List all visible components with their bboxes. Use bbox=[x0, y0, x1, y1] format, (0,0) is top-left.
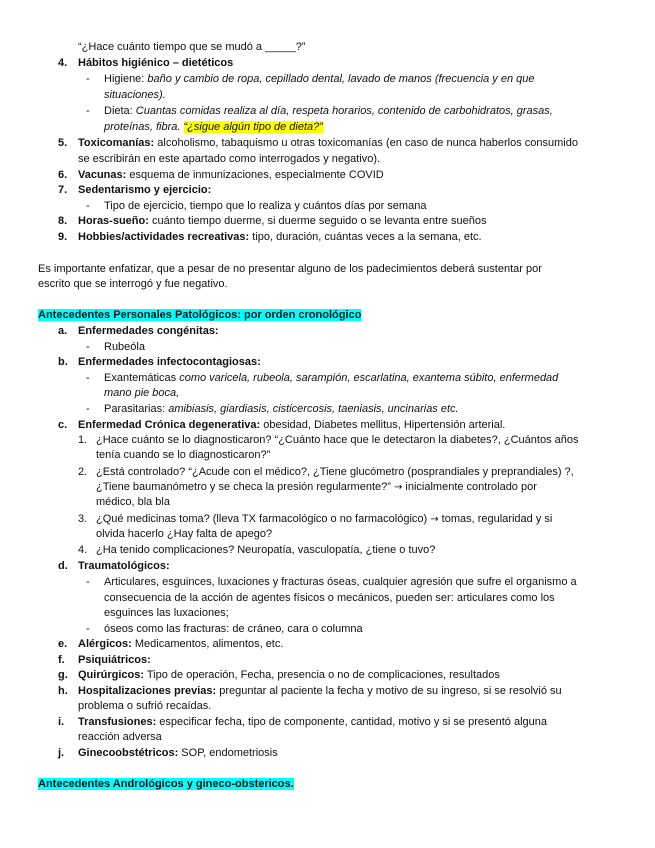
medicines-text: ¿Qué medicinas toma? (lleva TX farmacológico o no farmacológico) bbox=[96, 513, 431, 525]
item-number: 9. bbox=[58, 231, 68, 243]
exantematicas-label: Exantemáticas bbox=[104, 372, 180, 384]
diagnosis-question-cont: tenía cuando se lo diagnosticaron?” bbox=[96, 449, 271, 461]
hygiene-text: baño y cambio de ropa, cepillado dental, lavado de manos (frecuencia y en que bbox=[147, 73, 535, 85]
diet-line bbox=[104, 104, 553, 118]
hobbies-line bbox=[78, 230, 482, 244]
diet-highlight: “¿sigue algún tipo de dieta?” bbox=[183, 121, 323, 133]
control-question-cont2: médico, bla bla bbox=[96, 496, 170, 508]
antecedentes-personales-heading bbox=[38, 308, 361, 322]
hobbies-text: tipo, duración, cuántas veces a la semana, etc. bbox=[249, 231, 482, 243]
numbered-marker: 1. bbox=[78, 434, 88, 446]
bold-title: Vacunas: bbox=[78, 169, 127, 181]
toxicomanias-text: alcoholismo, tabaquismo u otras toxicomanías (en caso de nunca haberlos consumido bbox=[154, 137, 578, 149]
diet-text: Cuantas comidas realiza al día, respeta horarios, contenido de carbohidratos, grasas, bbox=[135, 105, 553, 117]
cronica-degenerativa-line bbox=[78, 418, 505, 432]
question-move-time: “¿Hace cuánto tiempo que se mudó a _____?” bbox=[78, 41, 306, 53]
cronica-text: obesidad, Diabetes mellitus, Hipertensión arterial. bbox=[260, 419, 506, 431]
arrow-right-icon: → bbox=[430, 514, 439, 525]
medicines-question-cont: olvida hacerlo ¿Hay falta de apego? bbox=[96, 528, 273, 540]
articulares-cont1: consecuencia de la acción de agentes físicos o mecánicos, pueden ser: articulares como los bbox=[104, 592, 555, 604]
item-letter: a. bbox=[58, 325, 68, 337]
bold-title: Enfermedad Crónica degenerativa: bbox=[78, 419, 261, 431]
vacunas-text: esquema de inmunizaciones, especialmente COVID bbox=[126, 169, 384, 181]
bullet-dash: - bbox=[86, 200, 90, 212]
emphasis-paragraph: Es importante enfatizar, que a pesar de no presentar alguno de los padecimientos deberá sustentar por bbox=[38, 263, 542, 275]
exantematicas-line bbox=[104, 371, 558, 385]
bold-title: Enfermedades infectocontagiosas: bbox=[78, 356, 261, 368]
ginecoobstetricos-line bbox=[78, 746, 278, 760]
item-letter: i. bbox=[58, 716, 65, 728]
medicines-text-b: tomas, regularidad y si bbox=[438, 513, 553, 525]
parasitarias-label: Parasitarias: bbox=[104, 403, 169, 415]
hygiene-line bbox=[104, 72, 535, 86]
arrow-right-icon: → bbox=[393, 482, 403, 493]
antecedentes-andrologicos-heading bbox=[38, 777, 294, 791]
heading-highlight: Antecedentes Andrológicos y gineco-obstericos. bbox=[38, 778, 294, 790]
emphasis-paragraph-cont: escrito que se interrogó y fue negativo. bbox=[38, 278, 228, 290]
horas-sueno-text: cuánto tiempo duerme, si duerme seguido o se levanta entre sueños bbox=[148, 215, 487, 227]
item-letter: c. bbox=[58, 419, 68, 431]
transfusiones-text: especificar fecha, tipo de componente, cantidad, motivo y si se presentó alguna bbox=[156, 716, 547, 728]
diet-label: Dieta: bbox=[104, 105, 136, 117]
sedentarismo-title bbox=[78, 183, 211, 197]
congenitas-title bbox=[78, 324, 219, 338]
infectocontagiosas-title bbox=[78, 355, 261, 369]
medicines-question bbox=[96, 512, 552, 527]
item-number: 7. bbox=[58, 184, 68, 196]
rubeola-text: Rubeóla bbox=[104, 341, 145, 353]
exantematicas-continuation: mano pie boca, bbox=[104, 387, 180, 399]
control-cont-text-b: inicialmente controlado por bbox=[402, 481, 537, 493]
control-question-cont bbox=[96, 480, 537, 495]
horas-sueno-line bbox=[78, 214, 486, 228]
item-number: 8. bbox=[58, 215, 68, 227]
control-cont-text: ¿Tiene baumanómetro y se checa la presión regularmente?” bbox=[96, 481, 394, 493]
bold-title: Hábitos higiénico – dietéticos bbox=[78, 57, 234, 69]
toxicomanias-line bbox=[78, 136, 578, 150]
diet-continuation bbox=[104, 120, 323, 134]
transfusiones-cont: reacción adversa bbox=[78, 731, 162, 743]
quirurgicos-text: Tipo de operación, Fecha, presencia o no de complicaciones, resultados bbox=[144, 669, 500, 681]
ejercicio-text: Tipo de ejercicio, tiempo que lo realiza y cuántos días por semana bbox=[104, 200, 427, 212]
diet-cont-text: proteínas, fibra. bbox=[104, 121, 184, 133]
bold-title: Sedentarismo y ejercicio: bbox=[78, 184, 212, 196]
bullet-dash: - bbox=[86, 623, 90, 635]
control-question: ¿Está controlado? “¿Acude con el médico?, ¿Tiene glucómetro (posprandiales y preprandiales) ?, bbox=[96, 466, 574, 478]
alergicos-line bbox=[78, 637, 283, 651]
numbered-marker: 3. bbox=[78, 513, 88, 525]
bullet-dash: - bbox=[86, 73, 90, 85]
bold-title: Psiquiátricos: bbox=[78, 654, 151, 666]
bullet-dash: - bbox=[86, 576, 90, 588]
hygiene-continuation: situaciones). bbox=[104, 89, 166, 101]
item-letter: g. bbox=[58, 669, 68, 681]
bold-title: Horas-sueño: bbox=[78, 215, 149, 227]
item-number: 6. bbox=[58, 169, 68, 181]
oseos-text: óseos como las fracturas: de cráneo, cara o columna bbox=[104, 623, 363, 635]
heading-highlight: Antecedentes Personales Patológicos: por orden cronológico bbox=[38, 309, 362, 321]
bold-title: Hobbies/actividades recreativas: bbox=[78, 231, 250, 243]
item-letter: f. bbox=[58, 654, 65, 666]
bold-title: Toxicomanías: bbox=[78, 137, 155, 149]
parasitarias-text: amibiasis, giardiasis, cisticercosis, taeniasis, uncinarias etc. bbox=[168, 403, 459, 415]
parasitarias-line bbox=[104, 402, 459, 416]
numbered-marker: 2. bbox=[78, 466, 88, 478]
diagnosis-question: ¿Hace cuánto se lo diagnosticaron? “¿Cuánto hace que le detectaron la diabetes?, ¿Cuántos años bbox=[96, 434, 579, 446]
hospitalizaciones-text: preguntar al paciente la fecha y motivo de su ingreso, si se resolvió su bbox=[216, 685, 562, 697]
section-hygiene-diet-title bbox=[78, 56, 233, 70]
toxicomanias-continuation: se escribirán en este apartado como interrogados y negativo). bbox=[78, 153, 381, 165]
ginecoobstetricos-text: SOP, endometriosis bbox=[178, 747, 278, 759]
quirurgicos-line bbox=[78, 668, 500, 682]
item-letter: d. bbox=[58, 560, 68, 572]
item-number: 4. bbox=[58, 57, 68, 69]
bold-title: Enfermedades congénitas: bbox=[78, 325, 219, 337]
item-letter: b. bbox=[58, 356, 68, 368]
traumatologicos-title bbox=[78, 559, 170, 573]
hospitalizaciones-line bbox=[78, 684, 562, 698]
alergicos-text: Medicamentos, alimentos, etc. bbox=[131, 638, 284, 650]
bold-title: Transfusiones: bbox=[78, 716, 157, 728]
bold-title: Alérgicos: bbox=[78, 638, 132, 650]
hygiene-label: Higiene: bbox=[104, 73, 148, 85]
exantematicas-text: como varicela, rubeola, sarampión, escarlatina, exantema súbito, enfermedad bbox=[179, 372, 559, 384]
bullet-dash: - bbox=[86, 372, 90, 384]
bold-title: Ginecoobstétricos: bbox=[78, 747, 179, 759]
bullet-dash: - bbox=[86, 105, 90, 117]
item-number: 5. bbox=[58, 137, 68, 149]
item-letter: h. bbox=[58, 685, 68, 697]
bold-title: Traumatológicos: bbox=[78, 560, 170, 572]
item-letter: e. bbox=[58, 638, 68, 650]
articulares-text: Articulares, esguinces, luxaciones y fracturas óseas, cualquier agresión que sufre el organismo a bbox=[104, 576, 577, 588]
psiquiatricos-title bbox=[78, 653, 151, 667]
complications-question: ¿Ha tenido complicaciones? Neuropatía, vasculopatía, ¿tiene o tuvo? bbox=[96, 544, 436, 556]
bold-title: Quirúrgicos: bbox=[78, 669, 145, 681]
bullet-dash: - bbox=[86, 403, 90, 415]
transfusiones-line bbox=[78, 715, 547, 729]
numbered-marker: 4. bbox=[78, 544, 88, 556]
articulares-cont2: esguinces las luxaciones; bbox=[104, 607, 229, 619]
bullet-dash: - bbox=[86, 341, 90, 353]
item-letter: j. bbox=[58, 747, 65, 759]
hospitalizaciones-cont: problema o sufrió recaídas. bbox=[78, 700, 212, 712]
vacunas-line bbox=[78, 168, 384, 182]
bold-title: Hospitalizaciones previas: bbox=[78, 685, 217, 697]
